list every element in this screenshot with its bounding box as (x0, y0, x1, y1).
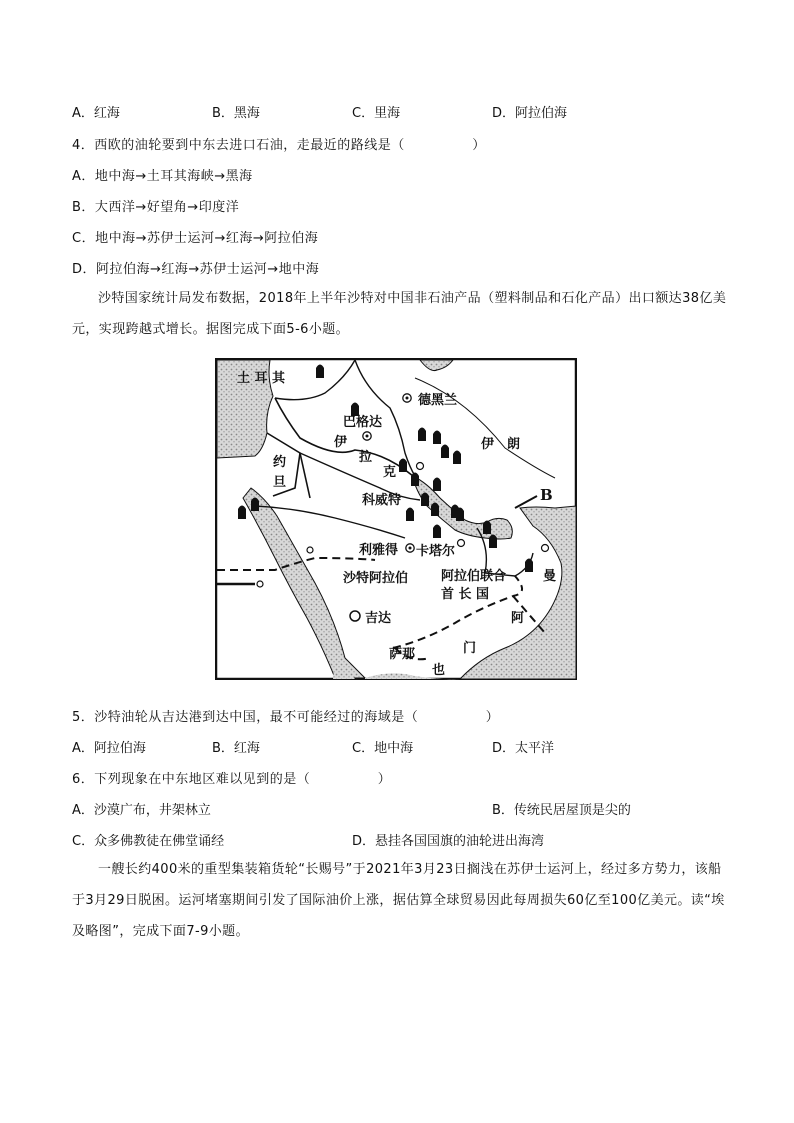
label-iraq-1: 伊 (334, 435, 348, 450)
q3-option-b: B．黑海 (212, 106, 260, 121)
label-uae-1: 阿拉伯联合 (441, 569, 507, 584)
q6-option-d: D．悬挂各国国旗的油轮进出海湾 (352, 834, 545, 849)
label-kuwait: 科威特 (362, 493, 402, 508)
q3-option-a: A．红海 (72, 106, 120, 121)
q5-option-c: C．地中海 (352, 741, 414, 756)
passage-saudi-exports: 沙特国家统计局发布数据，2018年上半年沙特对中国非石油产品（塑料制品和石化产品）出口额达38亿美元，实现跨越式增长。据图完成下面5-6小题。 (72, 291, 727, 337)
label-qatar: 卡塔尔 (416, 544, 456, 559)
q6-option-c: C．众多佛教徒在佛堂诵经 (72, 834, 225, 849)
label-uae-2: 首 长 国 (441, 587, 490, 602)
label-jordan-2: 旦 (273, 475, 287, 490)
q4-option-a: A．地中海→土耳其海峡→黑海 (72, 169, 253, 184)
label-yemen-3: 也 (432, 663, 446, 678)
q4-stem: 4．西欧的油轮要到中东去进口石油，走最近的路线是（ ） (72, 138, 486, 153)
q4-option-c: C．地中海→苏伊士运河→红海→阿拉伯海 (72, 231, 319, 246)
label-saudi-arabia: 沙特阿拉伯 (343, 571, 409, 586)
middle-east-map (215, 358, 577, 680)
q6-stem: 6．下列现象在中东地区难以见到的是（ ） (72, 772, 392, 787)
label-iraq-2: 拉 (359, 450, 373, 465)
q5-option-b: B．红海 (212, 741, 260, 756)
q5-option-d: D．太平洋 (492, 741, 555, 756)
label-iran: 伊 朗 (481, 437, 521, 452)
label-yemen-1: 阿 (511, 611, 525, 626)
label-riyadh: 利雅得 (359, 543, 399, 558)
q5-stem: 5．沙特油轮从吉达港到达中国，最不可能经过的海域是（ ） (72, 710, 500, 725)
label-sanaa: 萨那 (389, 647, 416, 662)
q3-option-d: D．阿拉伯海 (492, 106, 568, 121)
q4-option-b: B．大西洋→好望角→印度洋 (72, 200, 240, 215)
label-turkey: 土 耳 其 (237, 371, 286, 386)
q5-option-a: A．阿拉伯海 (72, 741, 146, 756)
q3-option-c: C．里海 (352, 106, 401, 121)
label-oman: 曼 (543, 569, 557, 584)
label-point-b: B (540, 486, 553, 504)
label-jordan-1: 约 (273, 455, 287, 470)
q6-option-b: B．传统民居屋顶是尖的 (492, 803, 631, 818)
label-baghdad: 巴格达 (343, 415, 383, 430)
passage-suez-canal: 一艘长约400米的重型集装箱货轮“长赐号”于2021年3月23日搁浅在苏伊士运河上，经过多方势力，该船于3月29日脱困。运河堵塞期间引发了国际油价上涨，据估算全球贸易因此每周损失60亿至100亿美元。读“埃及略图”，完成下面7-9小题。 (72, 862, 725, 939)
label-yemen-2: 门 (463, 641, 477, 656)
label-jeddah: 吉达 (365, 611, 392, 626)
label-iraq-3: 克 (383, 465, 397, 480)
q4-option-d: D．阿拉伯海→红海→苏伊士运河→地中海 (72, 262, 320, 277)
q6-option-a: A．沙漠广布，井架林立 (72, 803, 211, 818)
label-tehran: 德黑兰 (418, 393, 458, 408)
